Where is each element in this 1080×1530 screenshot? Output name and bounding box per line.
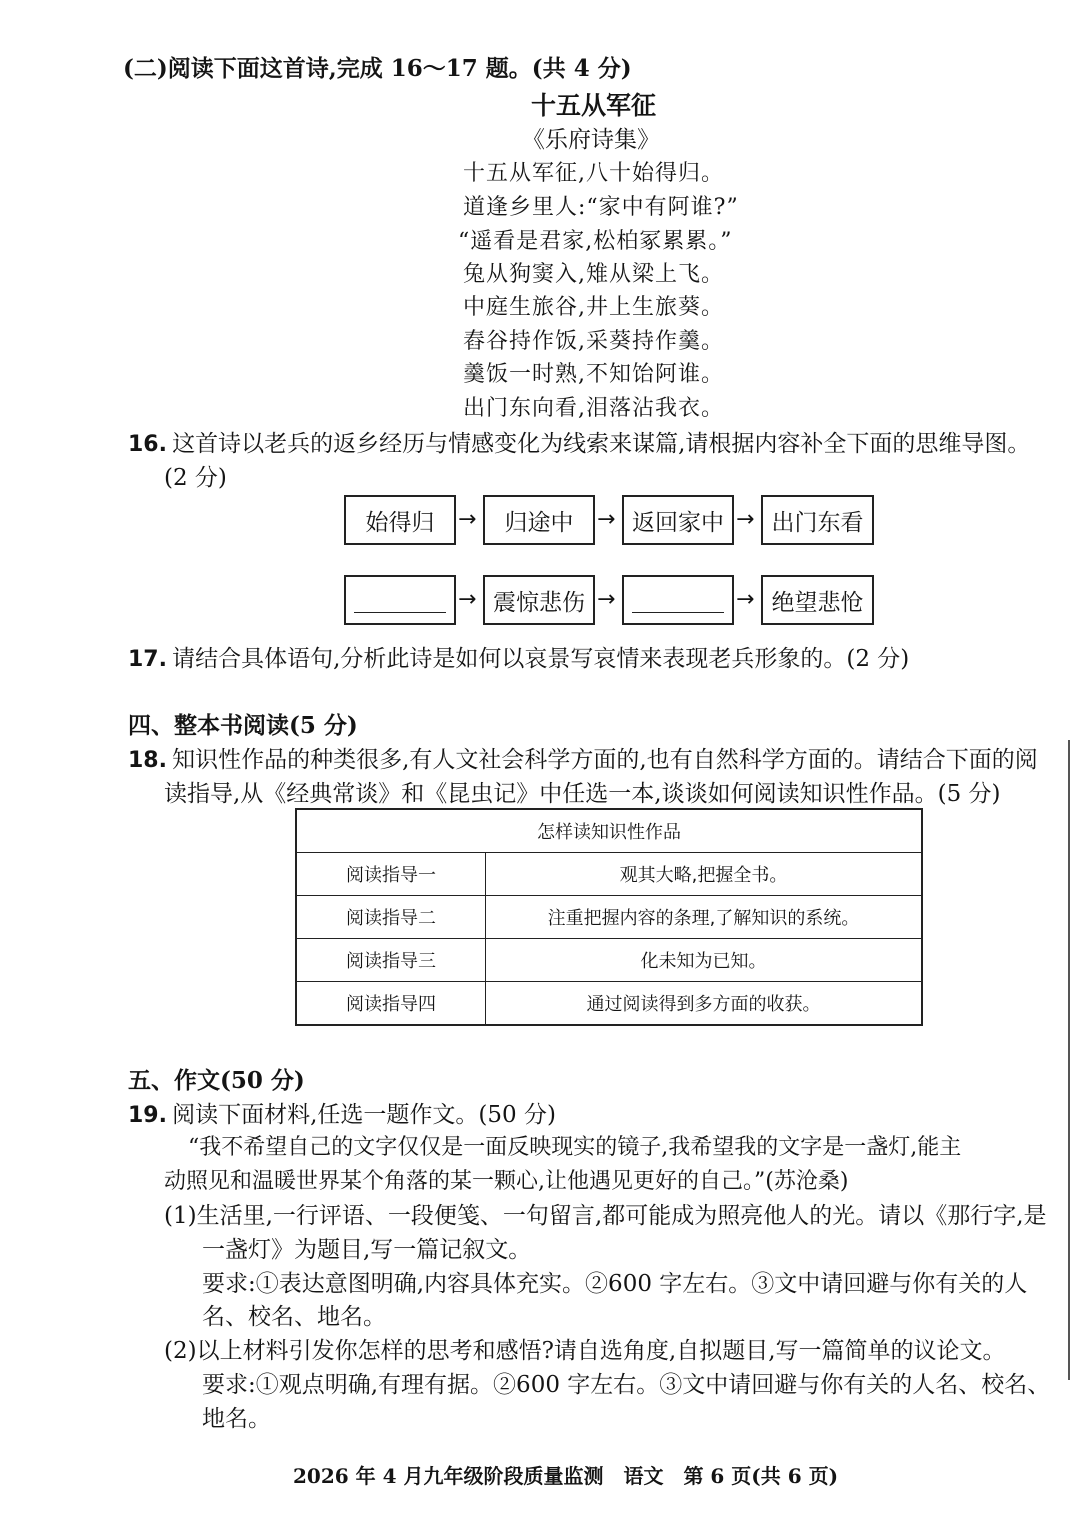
question-18-line2: 读指导,从《经典常谈》和《昆虫记》中任选一本,谈谈如何阅读知识性作品。(5 分): [164, 781, 1001, 807]
poem-line: 十五从军征,八十始得归。: [463, 161, 724, 186]
table-cell-label: 阅读指导一: [296, 853, 486, 896]
arrow-right-icon: →: [597, 507, 616, 532]
poem-line: “遥看是君家,松柏冢累累。”: [458, 229, 733, 254]
section-4-heading: 四、整本书阅读(5 分): [128, 712, 358, 739]
mind-map-blank-box[interactable]: [344, 575, 456, 625]
mind-map-blank-box[interactable]: [622, 575, 734, 625]
poem-line: 出门东向看,泪落沾我衣。: [463, 396, 724, 421]
arrow-right-icon: →: [736, 587, 755, 612]
table-cell-content: 注重把握内容的条理,了解知识的系统。: [486, 896, 923, 939]
question-number: 18.: [128, 748, 167, 773]
reading-guide-table: [295, 808, 923, 1026]
mind-map-box: 归途中: [483, 495, 595, 545]
table-cell-content: 通过阅读得到多方面的收获。: [486, 982, 923, 1026]
question-16: [128, 425, 1030, 458]
section-5-heading: 五、作文(50 分): [128, 1067, 305, 1094]
question-text: 请结合具体语句,分析此诗是如何以哀景写哀情来表现老兵形象的。(2 分): [172, 646, 910, 672]
table-cell-label: 阅读指导四: [296, 982, 486, 1026]
option-1-text: 一盏灯》为题目,写一篇记叙文。: [202, 1237, 532, 1263]
poem-line: 舂谷持作饭,采葵持作羹。: [463, 329, 724, 354]
answer-blank[interactable]: [354, 588, 446, 613]
arrow-right-icon: →: [458, 507, 477, 532]
poem-line: 中庭生旅谷,井上生旅葵。: [463, 295, 724, 320]
question-16-score: (2 分): [164, 465, 227, 491]
table-row: [296, 939, 922, 982]
mind-map-box: 绝望悲怆: [761, 575, 874, 625]
poem-section-heading: (二)阅读下面这首诗,完成 16～17 题。(共 4 分): [123, 55, 632, 82]
poem-title: 十五从军征: [531, 91, 657, 120]
poem-line: 道逢乡里人:“家中有阿谁?”: [463, 195, 739, 220]
option-1-requirement: 要求:①表达意图明确,内容具体充实。②600 字左右。③文中请回避与你有关的人: [202, 1271, 1028, 1297]
question-18: [128, 741, 1038, 774]
question-number: 19.: [128, 1103, 167, 1128]
table-cell-content: 观其大略,把握全书。: [486, 853, 923, 896]
arrow-right-icon: →: [597, 587, 616, 612]
question-17: [128, 640, 909, 673]
question-text: 知识性作品的种类很多,有人文社会科学方面的,也有自然科学方面的。请结合下面的阅: [172, 747, 1038, 773]
page-footer: 2026 年 4 月九年级阶段质量监测 语文 第 6 页(共 6 页): [293, 1464, 839, 1488]
arrow-right-icon: →: [736, 507, 755, 532]
table-row: [296, 982, 922, 1026]
poem-source: 《乐府诗集》: [522, 127, 660, 153]
mind-map-box: 始得归: [344, 495, 456, 545]
mind-map-box: 出门东看: [761, 495, 874, 545]
table-cell-content: 化未知为已知。: [486, 939, 923, 982]
quote-line: “我不希望自己的文字仅仅是一面反映现实的镜子,我希望我的文字是一盏灯,能主: [188, 1135, 962, 1160]
table-cell-label: 阅读指导二: [296, 896, 486, 939]
option-2-requirement: 要求:①观点明确,有理有据。②600 字左右。③文中请回避与你有关的人名、校名、: [202, 1372, 1051, 1398]
quote-line: 动照见和温暖世界某个角落的某一颗心,让他遇见更好的自己。”(苏沧桑): [164, 1169, 849, 1194]
question-number: 17.: [128, 647, 167, 672]
arrow-right-icon: →: [458, 587, 477, 612]
poem-line: 兔从狗窦入,雉从梁上飞。: [463, 262, 724, 287]
question-text: 阅读下面材料,任选一题作文。(50 分): [172, 1102, 556, 1128]
table-cell-label: 阅读指导三: [296, 939, 486, 982]
option-2-requirement: 地名。: [202, 1406, 271, 1432]
table-title: 怎样读知识性作品: [296, 809, 922, 853]
question-19: [128, 1096, 556, 1129]
table-row: [296, 896, 922, 939]
table-row: [296, 853, 922, 896]
option-2-text: (2)以上材料引发你怎样的思考和感悟?请自选角度,自拟题目,写一篇简单的议论文。: [164, 1338, 1006, 1364]
mind-map-box: 震惊悲伤: [483, 575, 595, 625]
question-text: 这首诗以老兵的返乡经历与情感变化为线索来谋篇,请根据内容补全下面的思维导图。: [172, 431, 1031, 457]
question-number: 16.: [128, 432, 167, 457]
margin-rule: [1068, 740, 1070, 1380]
option-1-requirement: 名、校名、地名。: [202, 1304, 386, 1330]
answer-blank[interactable]: [632, 588, 724, 613]
mind-map-box: 返回家中: [622, 495, 734, 545]
poem-line: 羹饭一时熟,不知饴阿谁。: [463, 362, 724, 387]
table-header-row: [296, 809, 922, 853]
option-1-text: (1)生活里,一行评语、一段便笺、一句留言,都可能成为照亮他人的光。请以《那行字,是: [164, 1203, 1047, 1229]
